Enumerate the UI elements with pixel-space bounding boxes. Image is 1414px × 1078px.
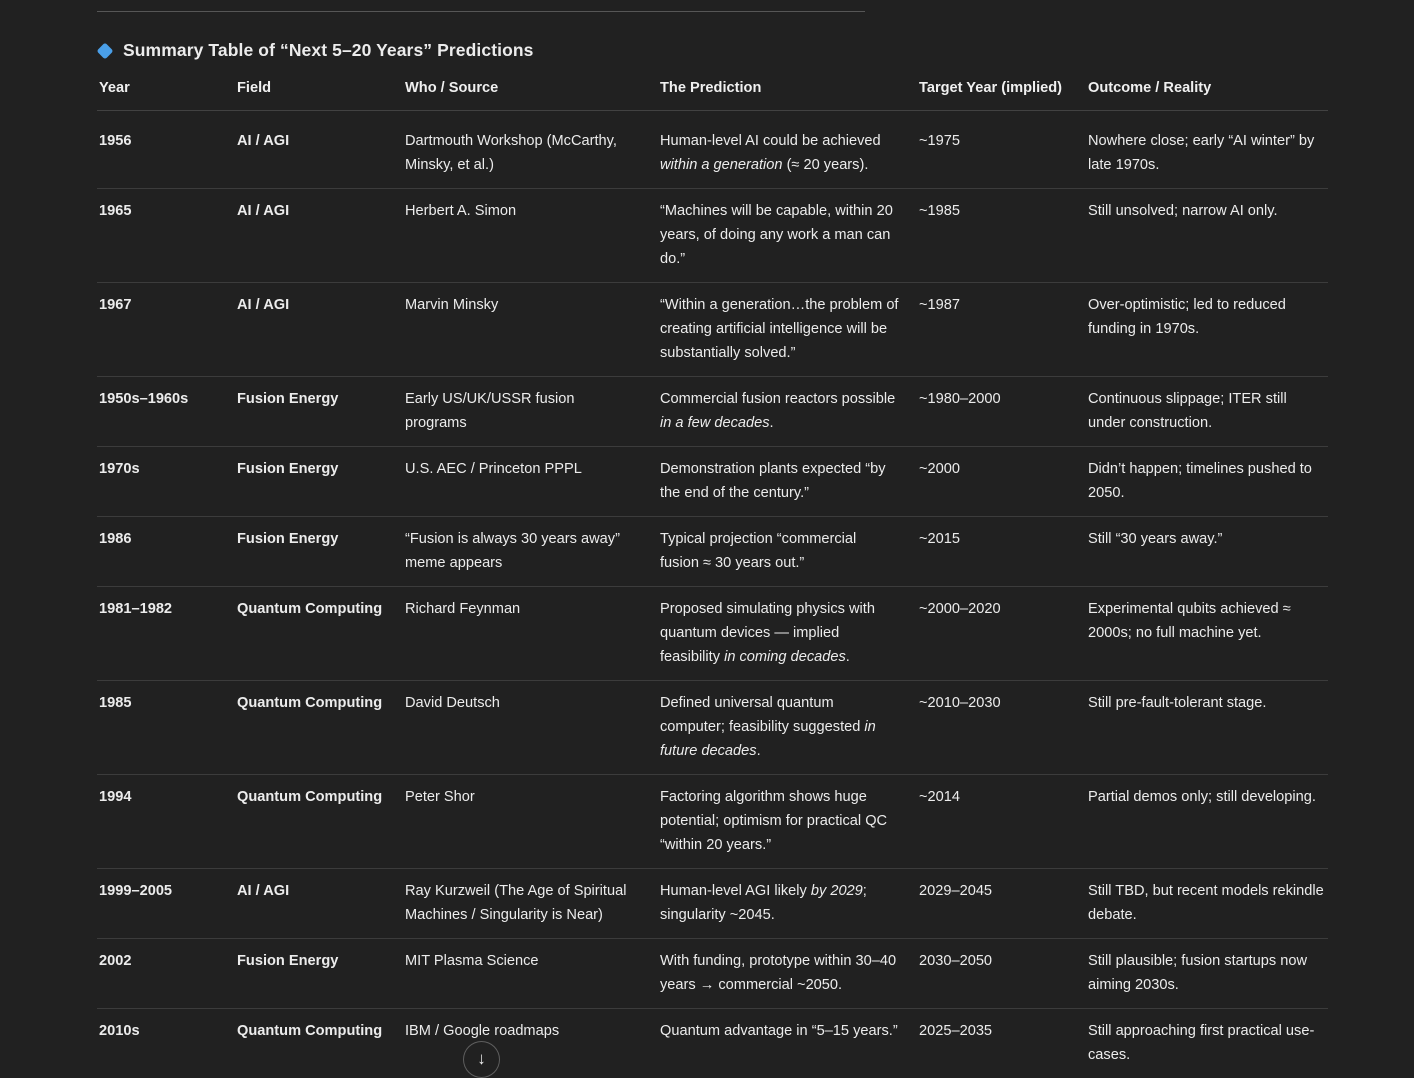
cell-year: 1981–1982: [97, 586, 235, 680]
table-row: [97, 1008, 1328, 1078]
cell-outcome: Still unsolved; narrow AI only.: [1086, 188, 1328, 282]
cell-outcome: Still TBD, but recent models rekindle debate.: [1086, 868, 1328, 938]
cell-field: Fusion Energy: [235, 446, 403, 516]
cell-target: 2030–2050: [917, 938, 1086, 1008]
table-header: [97, 70, 1328, 111]
cell-prediction: Demonstration plants expected “by the end of the century.”: [658, 446, 917, 516]
cell-field: Quantum Computing: [235, 680, 403, 774]
cell-who: Richard Feynman: [403, 586, 658, 680]
table-row: [97, 516, 1328, 586]
cell-outcome: Over-optimistic; led to reduced funding in 1970s.: [1086, 282, 1328, 376]
cell-field: Fusion Energy: [235, 938, 403, 1008]
cell-outcome: Still approaching first practical use-cases.: [1088, 1023, 1315, 1063]
table-row: [97, 868, 1328, 938]
column-header-outcome: Outcome / Reality: [1086, 70, 1328, 111]
column-header-prediction: The Prediction: [658, 70, 917, 111]
cell-prediction: “Within a generation…the problem of creating artificial intelligence will be substantially solved.”: [658, 282, 917, 376]
cell-outcome: Still plausible; fusion startups now aiming 2030s.: [1086, 938, 1328, 1008]
cell-who: Ray Kurzweil (The Age of Spiritual Machines / Singularity is Near): [403, 868, 658, 938]
cell-who: Early US/UK/USSR fusion programs: [403, 376, 658, 446]
cell-field: AI / AGI: [235, 868, 403, 938]
cell-target: 2025–2035: [919, 1023, 993, 1039]
cell-who: Dartmouth Workshop (McCarthy, Minsky, et al.): [403, 111, 658, 189]
table-body: [97, 111, 1328, 1078]
cell-prediction: With funding, prototype within 30–40 years → commercial ~2050.: [658, 938, 917, 1008]
cell-prediction: Factoring algorithm shows huge potential; optimism for practical QC “within 20 years.”: [658, 774, 917, 868]
cell-field: Quantum Computing: [235, 774, 403, 868]
cell-who: “Fusion is always 30 years away” meme appears: [403, 516, 658, 586]
table-row: [97, 938, 1328, 1008]
cell-year: 1999–2005: [97, 868, 235, 938]
cell-year: 2002: [97, 938, 235, 1008]
cell-outcome: Partial demos only; still developing.: [1086, 774, 1328, 868]
cell-prediction: Human-level AGI likely by 2029; singularity ~2045.: [658, 868, 917, 938]
cell-target: ~2010–2030: [917, 680, 1086, 774]
cell-outcome: Continuous slippage; ITER still under construction.: [1086, 376, 1328, 446]
cell-year: 2010s: [99, 1023, 140, 1039]
cell-outcome: Still “30 years away.”: [1086, 516, 1328, 586]
cell-year: 1950s–1960s: [97, 376, 235, 446]
cell-year: 1956: [97, 111, 235, 189]
cell-year: 1985: [97, 680, 235, 774]
cell-field: AI / AGI: [235, 111, 403, 189]
cell-outcome: Nowhere close; early “AI winter” by late 1970s.: [1086, 111, 1328, 189]
predictions-table-container: [97, 70, 1328, 1078]
cell-field: AI / AGI: [235, 282, 403, 376]
cell-target: ~1987: [917, 282, 1086, 376]
cell-target: ~1985: [917, 188, 1086, 282]
cell-who: Peter Shor: [403, 774, 658, 868]
cell-who: MIT Plasma Science: [403, 938, 658, 1008]
table-row: [97, 282, 1328, 376]
cell-outcome: Experimental qubits achieved ≈ 2000s; no full machine yet.: [1086, 586, 1328, 680]
scroll-to-bottom-button[interactable]: [463, 1041, 500, 1078]
cell-prediction: Human-level AI could be achieved within a generation (≈ 20 years).: [658, 111, 917, 189]
cell-year: 1986: [97, 516, 235, 586]
cell-who: David Deutsch: [403, 680, 658, 774]
cell-target: ~2015: [917, 516, 1086, 586]
cell-who: IBM / Google roadmaps: [405, 1023, 560, 1039]
table-row: [97, 111, 1328, 189]
blue-diamond-icon: [97, 42, 114, 59]
cell-year: 1994: [97, 774, 235, 868]
cell-prediction: Proposed simulating physics with quantum devices — implied feasibility in coming decades.: [658, 586, 917, 680]
cell-who: U.S. AEC / Princeton PPPL: [403, 446, 658, 516]
column-header-target: Target Year (implied): [917, 70, 1086, 111]
cell-prediction: Commercial fusion reactors possible in a few decades.: [658, 376, 917, 446]
cell-field: Quantum Computing: [235, 586, 403, 680]
cell-outcome: Still pre-fault-tolerant stage.: [1086, 680, 1328, 774]
cell-year: 1967: [97, 282, 235, 376]
predictions-table: [97, 70, 1328, 1078]
cell-prediction: Quantum advantage in “5–15 years.”: [660, 1023, 898, 1039]
table-row: [97, 680, 1328, 774]
cell-target: 2029–2045: [917, 868, 1086, 938]
cell-who: Herbert A. Simon: [403, 188, 658, 282]
cell-target: ~2014: [917, 774, 1086, 868]
column-header-year: Year: [97, 70, 235, 111]
column-header-who: Who / Source: [403, 70, 658, 111]
cell-year: 1965: [97, 188, 235, 282]
table-header-row: [97, 70, 1328, 111]
cell-field: AI / AGI: [235, 188, 403, 282]
cell-prediction: Typical projection “commercial fusion ≈ 30 years out.”: [658, 516, 917, 586]
cell-field: Fusion Energy: [235, 376, 403, 446]
cell-year: 1970s: [97, 446, 235, 516]
cell-field: Quantum Computing: [237, 1023, 383, 1039]
section-heading-text: Summary Table of “Next 5–20 Years” Predictions: [123, 40, 534, 60]
cell-target: ~2000: [917, 446, 1086, 516]
cell-who: Marvin Minsky: [403, 282, 658, 376]
column-header-field: Field: [235, 70, 403, 111]
cell-prediction: “Machines will be capable, within 20 years, of doing any work a man can do.”: [658, 188, 917, 282]
message-divider: [97, 11, 865, 12]
table-row: [97, 446, 1328, 516]
cell-target: ~1980–2000: [917, 376, 1086, 446]
table-row: [97, 586, 1328, 680]
cell-outcome: Didn’t happen; timelines pushed to 2050.: [1086, 446, 1328, 516]
table-row: [97, 774, 1328, 868]
cell-target: ~2000–2020: [917, 586, 1086, 680]
table-row: [97, 188, 1328, 282]
arrow-down-icon: ↓: [477, 1048, 486, 1068]
section-heading: [99, 40, 534, 61]
table-row: [97, 376, 1328, 446]
cell-target: ~1975: [917, 111, 1086, 189]
cell-field: Fusion Energy: [235, 516, 403, 586]
cell-prediction: Defined universal quantum computer; feasibility suggested in future decades.: [658, 680, 917, 774]
